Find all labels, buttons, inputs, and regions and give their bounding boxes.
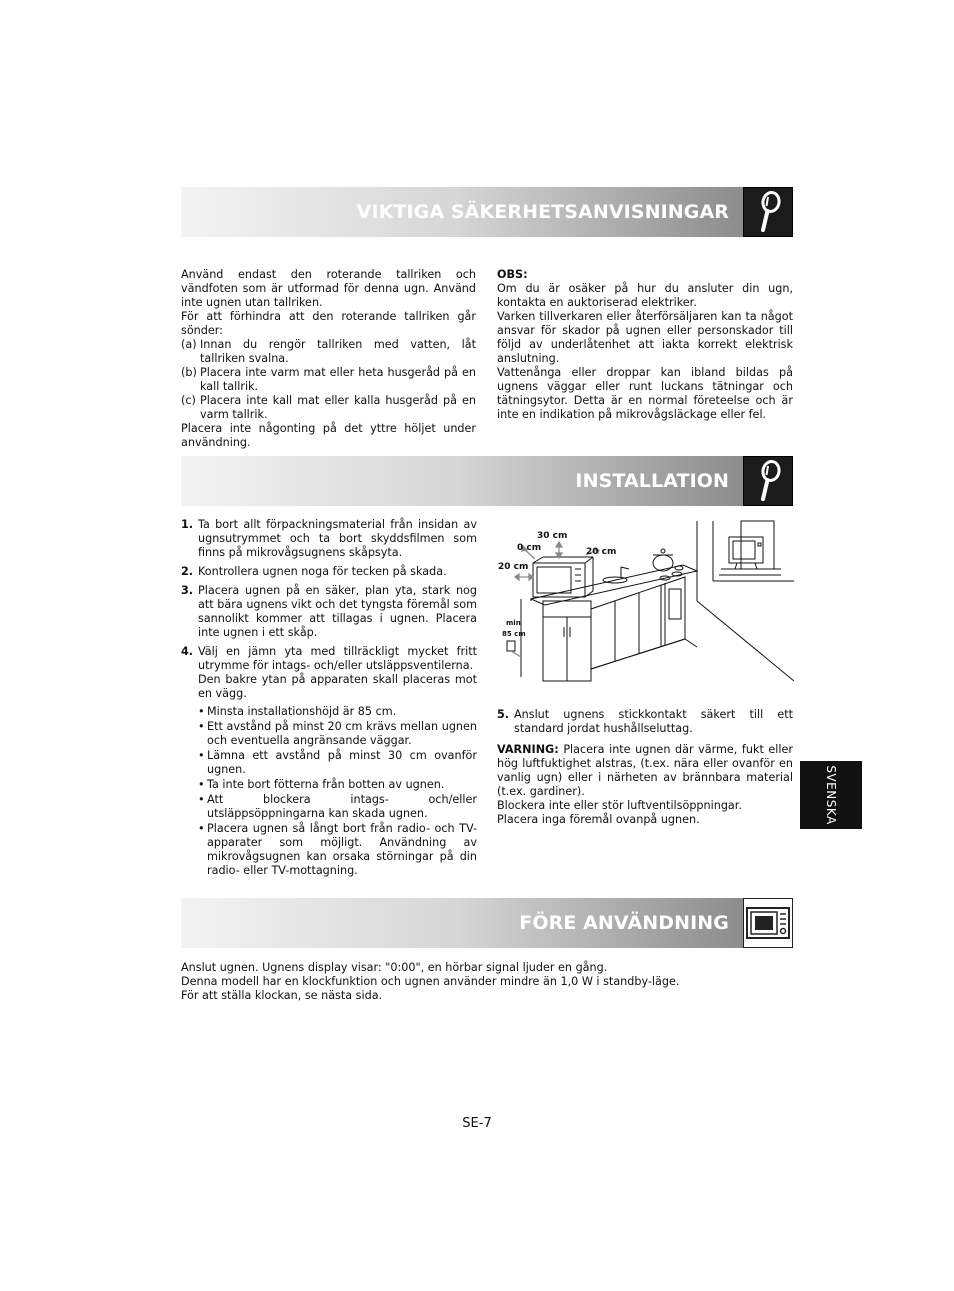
bullet-item: • Att blockera intags- och/eller utsläppsöppningarna kan skada ugnen. — [198, 793, 477, 820]
bullet-item: • Ta inte bort fötterna från botten av ugnen. — [198, 778, 445, 791]
installation-banner — [181, 456, 793, 506]
before-use-banner — [181, 898, 793, 948]
obs-paragraph: Vattenånga eller droppar kan ibland bildas på ugnens väggar eller runt luckans tätningar och tätningsytor. Detta är en normal företeelse och är inte en indikation på mikrovågsläckage eller fel. — [497, 366, 793, 421]
warning-paragraph: Blockera inte eller stör luftventilsöppningar. — [497, 799, 742, 812]
installation-right-column — [497, 708, 793, 827]
obs-paragraph: Varken tillverkaren eller återförsäljaren kan ta något ansvar för skador på ugnen eller personskador till följd av underlåtenhet att iakta korrekt elektrisk anslutning. — [497, 310, 793, 365]
before-use-line: Anslut ugnen. Ugnens display visar: "0:00", en hörbar signal ljuder en gång. — [181, 961, 608, 974]
warning-paragraph: VARNING: Placera inte ugnen där värme, fukt eller hög luftfuktighet alstras, (t.ex. nära eller ovanför en vanlig ugn) eller i närheten av brännbara material (t.ex. gardiner). — [497, 743, 793, 798]
obs-paragraph: Om du är osäker på hur du ansluter din ugn, kontakta en auktoriserad elektriker. — [497, 282, 793, 309]
installation-steps — [181, 518, 477, 879]
safety-left-column — [181, 268, 476, 450]
installation-left-column — [181, 518, 477, 884]
bullet-item: • Ett avstånd på minst 20 cm krävs mellan ugnen och eventuella angränsande väggar. — [198, 720, 477, 747]
bullet-item: • Placera ugnen så långt bort från radio- och TV-apparater som möjligt. Användning av mikrovågsugnen kan orsaka störningar på din radio- eller TV-mottagning. — [198, 822, 477, 877]
safety-paragraph: För att förhindra att den roterande tallriken går sönder: — [181, 310, 476, 337]
installation-title: INSTALLATION — [575, 470, 729, 492]
safety-paragraph: Placera inte någonting på det yttre höljet under användning. — [181, 422, 476, 449]
obs-heading: OBS: — [497, 268, 528, 281]
list-item: (a) Innan du rengör tallriken med vatten, låt tallriken svalna. — [181, 338, 476, 365]
clearance-back-label: 0 cm — [517, 543, 542, 553]
list-item: (c) Placera inte kall mat eller kalla husgeråd på en varm tallrik. — [181, 394, 476, 421]
step-item: 3. Placera ugnen på en säker, plan yta, stark nog att bära ugnens vikt och det tyngsta föremål som sannolikt kommer att tillagas i ugnen. Placera inte ugnen i ett skåp. — [181, 584, 477, 639]
safety-paragraph: Använd endast den roterande tallriken och vändfoten som är utformad för denna ugn. Använd inte ugnen utan tallriken. — [181, 268, 476, 309]
before-use-line: För att ställa klockan, se nästa sida. — [181, 989, 383, 1002]
language-tab-label: SVENSKA — [824, 765, 838, 825]
page-number: SE-7 — [462, 1116, 492, 1131]
clearance-top-label: 30 cm — [537, 531, 568, 541]
kitchen-illustration — [497, 519, 794, 683]
safety-banner — [181, 187, 793, 237]
before-use-line: Denna modell har en klockfunktion och ugnen använder mindre än 1,0 W i standby-läge. — [181, 975, 680, 988]
magnifier-icon — [743, 456, 793, 506]
step-text: Den bakre ytan på apparaten skall placeras mot en vägg. — [198, 673, 477, 700]
warning-label: VARNING: — [497, 743, 559, 756]
installation-diagram — [497, 519, 794, 683]
step-item: 4. Välj en jämn yta med tillräckligt mycket fritt utrymme för intags- och/eller utsläppsventilerna. Den bakre ytan på apparaten skall placeras mot en vägg. • Minsta installationshöjd är 85 cm. • Ett avstånd på minst 20 cm krävs mellan ugnen och eventuella angränsande väggar. • Lämna ett avstånd på minst 30 cm ovanför ugnen. • Ta inte bort fötterna från botten av ugnen. • Att blockera intags- och/eller utsläppsöppningarna kan skada ugnen. • Placera ugnen så långt bort från radio- och TV-apparater som möjligt. Användning av mikrovågsugnen kan orsaka störningar på din radio- eller TV-mottagning. — [181, 645, 477, 877]
bullet-item: • Lämna ett avstånd på minst 30 cm ovanför ugnen. — [198, 749, 477, 776]
magnifier-icon — [743, 187, 793, 237]
min-height-label: min — [506, 619, 521, 627]
before-use-text — [181, 961, 801, 1003]
step-text: Välj en jämn yta med tillräckligt mycket fritt utrymme för intags- och/eller utsläppsventilerna. — [198, 645, 477, 672]
before-use-title: FÖRE ANVÄNDNING — [519, 912, 729, 934]
step-item: 1. Ta bort allt förpackningsmaterial från insidan av ugnsutrymmet och ta bort skyddsfilmen som finns på mikrovågsugnens skåpsyta. — [181, 518, 477, 559]
step-item: 5. Anslut ugnens stickkontakt säkert till ett standard jordat hushållseluttag. — [497, 708, 793, 735]
warning-paragraph: Placera inga föremål ovanpå ugnen. — [497, 813, 700, 826]
min-height-value: 85 cm — [502, 630, 526, 638]
bullet-item: • Minsta installationshöjd är 85 cm. — [198, 705, 397, 718]
step-item: 2. Kontrollera ugnen noga för tecken på skada. — [181, 565, 447, 578]
safety-right-column — [497, 268, 793, 422]
installation-bullets — [198, 705, 477, 878]
list-item: (b) Placera inte varm mat eller heta husgeråd på en kall tallrik. — [181, 366, 476, 393]
safety-title: VIKTIGA SÄKERHETSANVISNINGAR — [356, 201, 729, 223]
clearance-right-label: 20 cm — [586, 547, 617, 557]
clearance-left-label: 20 cm — [498, 562, 529, 572]
language-tab — [800, 761, 862, 829]
microwave-icon — [743, 898, 793, 948]
